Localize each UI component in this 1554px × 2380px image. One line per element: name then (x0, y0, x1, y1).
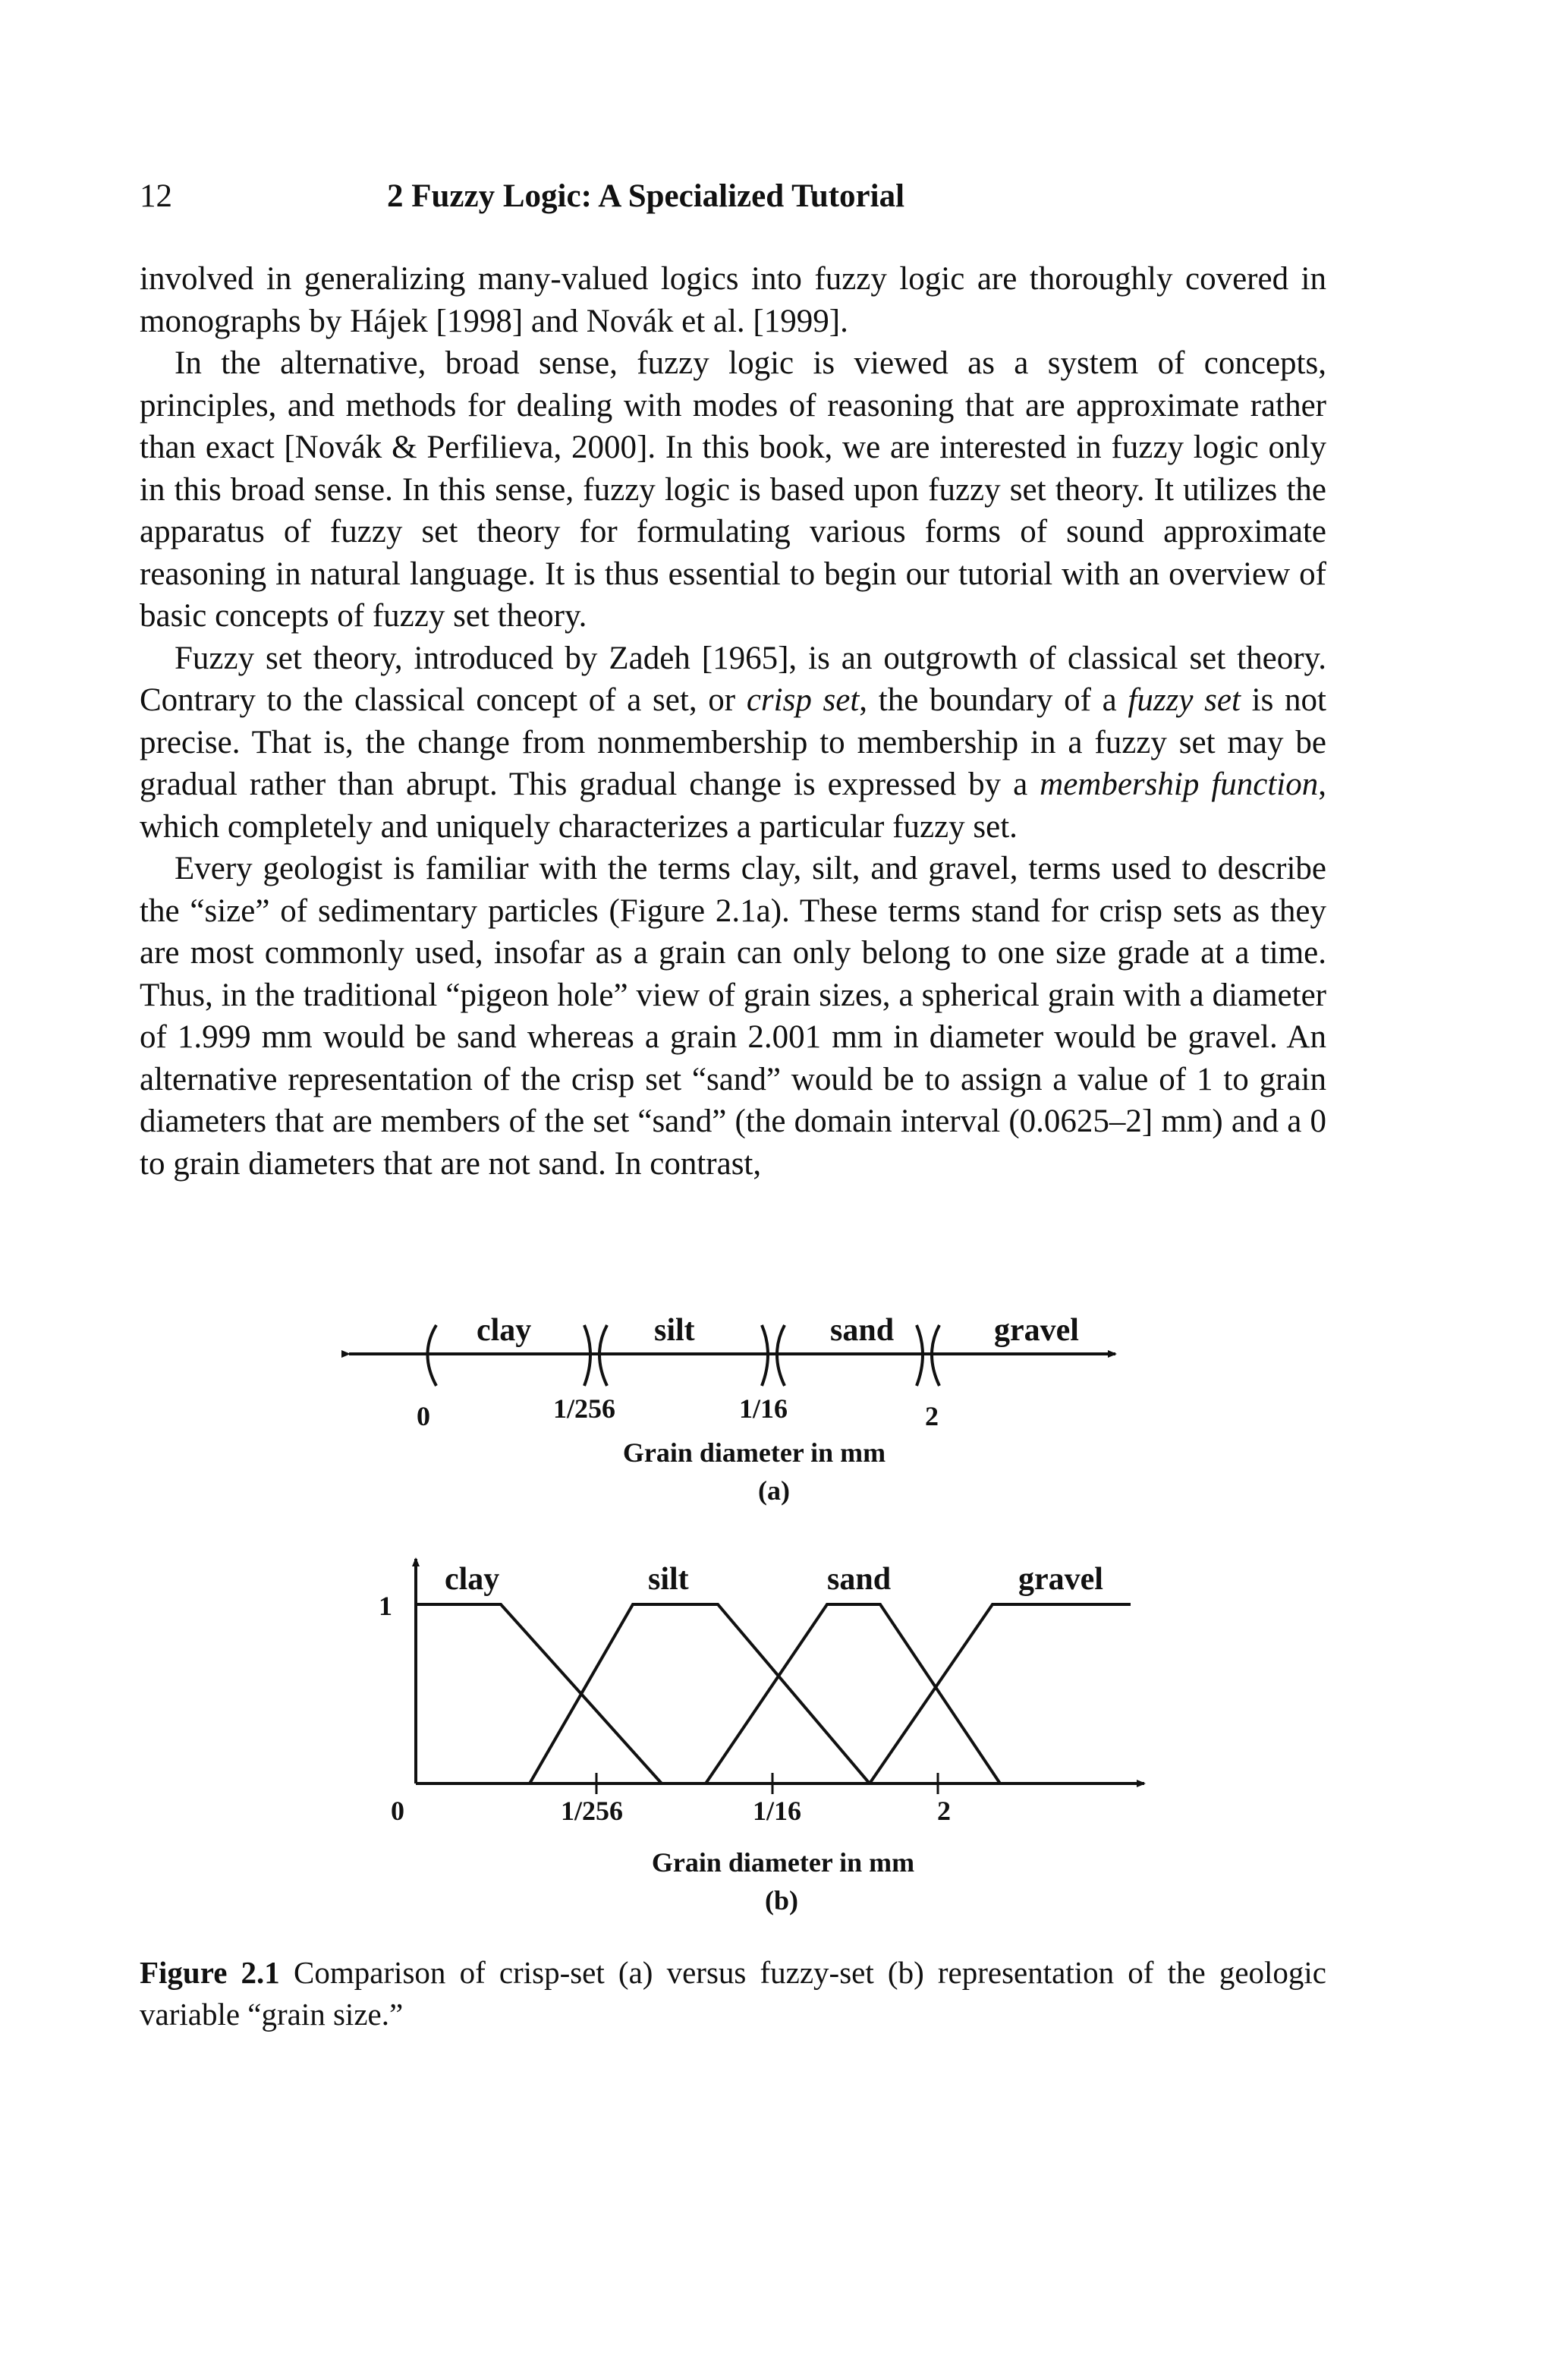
caption-label: Figure 2.1 (140, 1955, 280, 1990)
panel-a (349, 1313, 1115, 1506)
paragraph-4: Every geologist is familiar with the terms clay, silt, and gravel, terms used to describe the “size” of sedimentary particles (Figure 2.1a). These terms stand for crisp sets as they are most commonly used, insofar as a grain can only belong to one size grade at a time. Thus, in the traditional “pigeon hole” view of grain sizes, a spherical grain with a diameter of 1.999 mm would be sand whereas a grain 2.001 mm in diameter would be gravel. An alternative representation of the crisp set “sand” would be to assign a value of 1 to grain diameters that are members of the set “sand” (the domain interval (0.0625–2] mm) and a 0 to grain diameters that are not sand. In contrast, (140, 851, 1326, 1182)
body-text (140, 258, 1326, 1185)
figure-caption (140, 1952, 1326, 2035)
panel-a-label-silt: silt (654, 1313, 695, 1348)
interval-bracket-2 (917, 1325, 939, 1386)
panel-a-axis-title: Grain diameter in mm (622, 1437, 886, 1468)
interval-bracket-1-256 (584, 1325, 607, 1386)
panel-b-label-gravel: gravel (1018, 1562, 1103, 1597)
panel-b-tick-2: 2 (937, 1796, 951, 1826)
panel-b-label-clay: clay (445, 1562, 500, 1597)
panel-a-tick-1-256: 1/256 (552, 1393, 616, 1424)
panel-b-label-sand: sand (827, 1562, 892, 1597)
panel-b-tick-1-256: 1/256 (560, 1796, 624, 1826)
page-number: 12 (140, 178, 172, 214)
p3-text-e: is not precise. That is, the change from nonmembership to membership in a fuzzy set may be gradual rather than abrupt. This gradual change is expressed by a (140, 682, 1326, 802)
p3-text-g: , which completely and uniquely characterizes a particular fuzzy set. (140, 767, 1326, 845)
page-header (140, 178, 1326, 223)
paragraph-3 (140, 638, 1326, 848)
p3-text-a: Fuzzy set theory, introduced by Zadeh [1965], is an outgrowth of classical set theory. Contrary to the classical concept of a set, or (140, 640, 1326, 718)
interval-bracket-1-16 (762, 1325, 785, 1386)
panel-a-tick-2: 2 (925, 1401, 939, 1431)
panel-a-tick-0: 0 (417, 1401, 430, 1431)
panel-a-label-clay: clay (477, 1313, 532, 1348)
panel-b-label-silt: silt (648, 1562, 689, 1597)
caption-text: Comparison of crisp-set (a) versus fuzzy-set (b) representation of the geologic variable “grain size.” (140, 1955, 1326, 2032)
term-membership-function: membership function (1040, 767, 1319, 802)
term-fuzzy-set: fuzzy set (1128, 682, 1241, 718)
panel-a-label-sand: sand (830, 1313, 895, 1348)
p3-text-c: , the boundary of a (859, 682, 1128, 718)
paragraph-2: In the alternative, broad sense, fuzzy logic is viewed as a system of concepts, principles, and methods for dealing with modes of reasoning that are approximate rather than exact [Novák & Perfilieva, 2000]. In this book, we are interested in fuzzy logic only in this broad sense. In this sense, fuzzy logic is based upon fuzzy set theory. It utilizes the apparatus of fuzzy set theory for formulating various forms of sound approximate reasoning in natural language. It is thus essential to begin our tutorial with an overview of basic concepts of fuzzy set theory. (140, 345, 1326, 634)
panel-b-y-tick-0: 0 (391, 1796, 404, 1826)
paragraph-1: involved in generalizing many-valued logics into fuzzy logic are thoroughly covered in monographs by Hájek [1998] and Novák et al. [1999]. (140, 261, 1326, 339)
interval-bracket-0 (428, 1325, 437, 1386)
panel-b-panel-label: (b) (765, 1885, 798, 1916)
membership-curve-gravel (870, 1604, 1131, 1783)
panel-a-tick-1-16: 1/16 (738, 1393, 788, 1424)
membership-curve-clay (416, 1604, 662, 1783)
panel-a-panel-label: (a) (758, 1475, 790, 1506)
panel-b (379, 1559, 1144, 1916)
membership-curve-silt (530, 1604, 870, 1783)
panel-b-tick-1-16: 1/16 (752, 1796, 802, 1826)
panel-b-y-tick-1: 1 (379, 1591, 392, 1621)
running-head: 2 Fuzzy Logic: A Specialized Tutorial (387, 178, 905, 214)
panel-b-axis-title: Grain diameter in mm (651, 1847, 915, 1878)
panel-a-label-gravel: gravel (994, 1313, 1079, 1348)
membership-curve-sand (706, 1604, 1000, 1783)
term-crisp-set: crisp set (746, 682, 860, 718)
